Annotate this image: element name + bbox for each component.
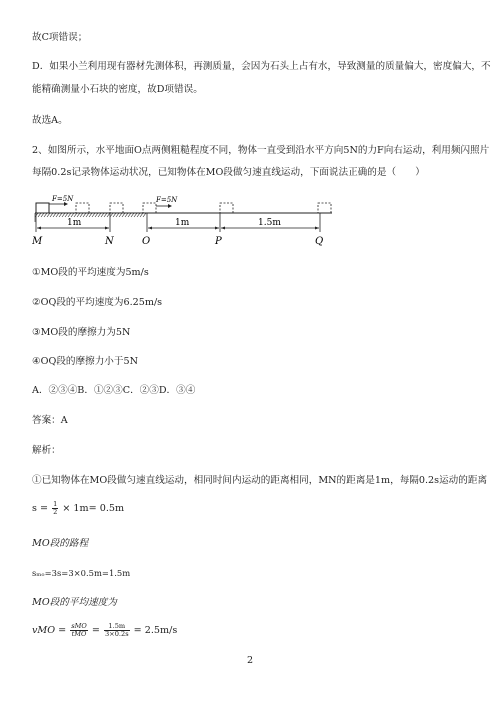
block-dashed-1 bbox=[76, 203, 89, 213]
line-choose: 故选A。 bbox=[32, 115, 68, 126]
formula-s-mo: sₘₒ=3s=3×0.5m=1.5m bbox=[32, 568, 131, 578]
formula-s-lhs: s = bbox=[32, 503, 49, 514]
fraction-s-over-t bbox=[70, 623, 88, 638]
rough-ground bbox=[35, 213, 146, 222]
fraction-s-mo: sMO bbox=[71, 622, 87, 630]
fraction-distance: 1.5m bbox=[104, 623, 130, 631]
question-2-line-2: 每隔0.2s记录物体运动状况，已知物体在MO段做匀速直线运动，下面说法正确的是（ ） bbox=[32, 167, 425, 178]
answer: 答案：A bbox=[32, 415, 68, 426]
explanation-line-1: ①已知物体在MO段做匀速直线运动，相同时间内运动的距离相同，MN的距离是1m，每隔0.2s运动的距离 bbox=[32, 475, 488, 486]
question-2-line-1: 2、如图所示，水平地面O点两侧粗糙程度不同，物体一直受到沿水平方向5N的力F向右运动，利用频闪照片 bbox=[32, 145, 490, 156]
dim-pq-head-right bbox=[315, 227, 319, 230]
force-label-left: F=5N bbox=[52, 195, 74, 203]
line-d-2: 能精确测量小石块的密度，故D项错误。 bbox=[32, 84, 203, 95]
force-label-right: F=5N bbox=[156, 196, 178, 204]
fraction-one-half bbox=[52, 501, 58, 516]
fraction-time: 3×0.2s bbox=[104, 630, 129, 638]
dim-mn-head-right bbox=[105, 227, 109, 230]
dim-op-label: 1m bbox=[175, 218, 190, 228]
point-p: P bbox=[215, 236, 222, 247]
fraction-t-mo: tMO bbox=[71, 630, 87, 638]
fraction-values bbox=[104, 623, 130, 638]
option-1: ①MO段的平均速度为5m/s bbox=[32, 267, 149, 278]
dim-mn-label: 1m bbox=[67, 218, 82, 228]
line-c-wrong: 故C项错误； bbox=[32, 32, 88, 43]
explanation-mo-speed: MO段的平均速度为 bbox=[32, 597, 117, 608]
dim-op-head-left bbox=[148, 227, 152, 230]
dim-op-head-right bbox=[215, 227, 219, 230]
analysis-heading: 解析： bbox=[32, 445, 61, 456]
page-number: 2 bbox=[246, 655, 254, 666]
dim-mn-head-left bbox=[37, 227, 41, 230]
block-dashed-p bbox=[220, 203, 233, 213]
dim-pq-head-left bbox=[221, 227, 225, 230]
block-dashed-q bbox=[318, 203, 331, 213]
formula-equals: = bbox=[91, 625, 100, 636]
point-q: Q bbox=[315, 236, 324, 247]
fraction-numerator: 1 bbox=[53, 500, 58, 508]
formula-s bbox=[32, 501, 124, 516]
block-dashed-o bbox=[143, 203, 156, 213]
block-dashed-n bbox=[110, 203, 123, 213]
formula-v-mo bbox=[32, 623, 177, 638]
answer-choices: A．②③④B．①②③C．②③D．③④ bbox=[32, 385, 196, 396]
block-at-m bbox=[36, 203, 49, 213]
formula-s-rhs: × 1m= 0.5m bbox=[62, 503, 125, 514]
point-n: N bbox=[105, 236, 114, 247]
formula-v-rhs: = 2.5m/s bbox=[133, 625, 178, 636]
point-o: O bbox=[142, 236, 151, 247]
point-m: M bbox=[32, 236, 43, 247]
fraction-denominator: 2 bbox=[53, 508, 58, 516]
line-d-1: D．如果小兰利用现有器材先测体积，再测质量，会因为石头上占有水，导致测量的质量偏大，密度偏大，不 bbox=[32, 61, 491, 72]
dim-pq-label: 1.5m bbox=[258, 218, 281, 228]
motion-diagram bbox=[32, 192, 337, 250]
force-arrowhead-right bbox=[168, 204, 172, 208]
option-2: ②OQ段的平均速度为6.25m/s bbox=[32, 297, 163, 308]
option-3: ③MO段的摩擦力为5N bbox=[32, 327, 131, 338]
formula-v-lhs: vMO = bbox=[32, 625, 67, 636]
explanation-mo-path: MO段的路程 bbox=[32, 538, 89, 549]
option-4: ④OQ段的摩擦力小于5N bbox=[32, 356, 138, 367]
